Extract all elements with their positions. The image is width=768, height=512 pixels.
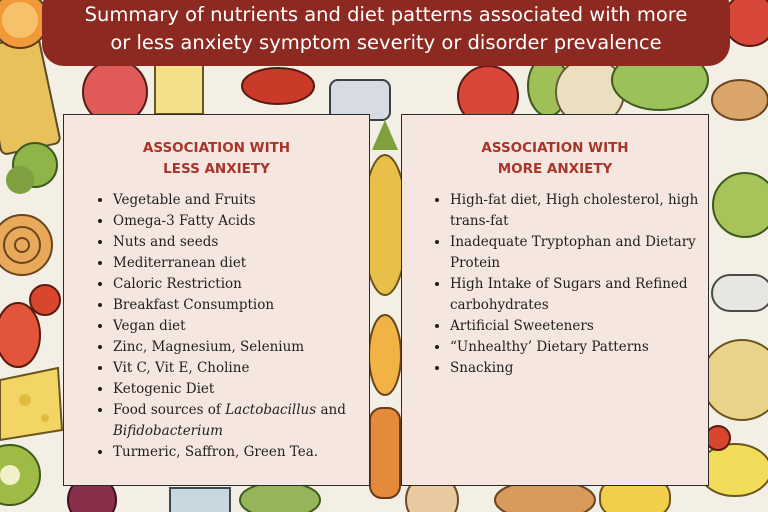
list-item: • High Intake of Sugars and Refined carbohydrates: [450, 274, 700, 316]
title-line-2: or less anxiety symptom severity or disorder prevalence: [110, 31, 662, 54]
title-banner: [42, 0, 730, 66]
herb-icon: [240, 482, 320, 512]
list-item: • Ketogenic Diet: [113, 379, 361, 400]
food-sources-prefix: Food sources of: [113, 402, 226, 418]
list-item: • Artificial Sweeteners: [450, 316, 700, 337]
list-item: • Caloric Restriction: [113, 274, 361, 295]
list-item: • Snacking: [450, 358, 700, 379]
tomato-icon: [30, 285, 60, 315]
list-item: • Breakfast Consumption: [113, 295, 361, 316]
pepper-icon: [0, 303, 40, 367]
list-item: • Nuts and seeds: [113, 232, 361, 253]
lactobacillus-text: Lactobacillus: [225, 402, 317, 418]
juice-glass-icon: [155, 62, 203, 114]
cup-icon: [170, 488, 230, 512]
pill-icon: [712, 275, 768, 311]
mango-icon: [369, 315, 401, 395]
list-item: • Vegan diet: [113, 316, 361, 337]
less-anxiety-list: [64, 190, 369, 463]
tomato-icon: [706, 426, 730, 450]
list-item: • Omega-3 Fatty Acids: [113, 211, 361, 232]
cheese-icon: [0, 368, 62, 440]
more-anxiety-list: [402, 190, 708, 379]
list-item: • Mediterranean diet: [113, 253, 361, 274]
lemon-icon: [699, 444, 768, 496]
cabbage-icon: [713, 173, 768, 237]
less-anxiety-heading-line-2: LESS ANXIETY: [163, 161, 270, 177]
list-item: • “Unhealthy’ Dietary Patterns: [450, 337, 700, 358]
less-anxiety-heading-line-1: ASSOCIATION WITH: [142, 140, 291, 156]
title-line-1: Summary of nutrients and diet patterns associated with more: [84, 3, 688, 26]
mushroom-icon: [712, 80, 768, 120]
list-item: • Turmeric, Saffron, Green Tea.: [113, 442, 361, 463]
pepper-icon: [242, 68, 314, 104]
more-anxiety-heading-line-2: MORE ANXIETY: [497, 161, 613, 177]
more-anxiety-panel: [401, 114, 709, 486]
more-anxiety-heading-line-1: ASSOCIATION WITH: [481, 140, 629, 156]
bifidobacterium-text: Bifidobacterium: [113, 423, 223, 439]
list-item: • Vegetable and Fruits: [113, 190, 361, 211]
list-item-food-sources: [113, 400, 361, 442]
list-item: • High-fat diet, High cholesterol, high trans-fat: [450, 190, 700, 232]
carrot-icon: [370, 408, 400, 498]
less-anxiety-panel: [63, 114, 370, 486]
and-text: and: [316, 402, 346, 418]
more-anxiety-heading: [402, 138, 708, 180]
list-item: • Vit C, Vit E, Choline: [113, 358, 361, 379]
list-item: • Inadequate Tryptophan and Dietary Protein: [450, 232, 700, 274]
less-anxiety-heading: [64, 138, 369, 180]
spiral-snack-icon: [0, 215, 52, 275]
list-item: • Zinc, Magnesium, Selenium: [113, 337, 361, 358]
